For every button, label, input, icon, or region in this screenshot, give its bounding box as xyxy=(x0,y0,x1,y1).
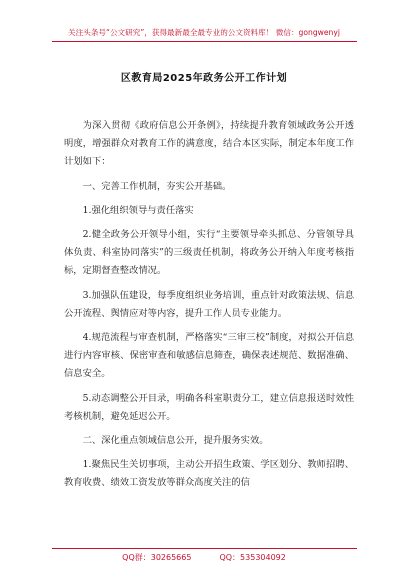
footer-contacts xyxy=(0,552,408,563)
header-promo: 关注头条号“公文研究”，获得最新最全最专业的公文资料库！ 微信：gongwenyj xyxy=(68,28,340,37)
list-item-1-3: 3.加强队伍建设，每季度组织业务培训，重点针对政策法规、信息公开流程、舆情应对等内容，提升工作人员专业能力。 xyxy=(64,289,354,319)
list-item-1-4: 4.规范流程与审查机制，严格落实“三审三校”制度，对拟公开信息进行内容审核、保密审查和敏感信息筛查，确保表述规范、数据准确、信息安全。 xyxy=(64,332,354,380)
list-item-1-5: 5.动态调整公开目录，明确各科室职责分工，建立信息报送时效性考核机制，避免延迟公开。 xyxy=(64,392,354,422)
list-item-1-2: 2.健全政务公开领导小组，实行“主要领导牵头抓总、分管领导具体负责、科室协同落实”的三级责任机制，将政务公开纳入年度考核指标，定期督查整改情况。 xyxy=(64,229,354,277)
qq-number-text: QQ：535304092 xyxy=(219,553,286,562)
header-divider xyxy=(52,41,357,42)
footer-divider xyxy=(52,548,357,549)
list-item-1-1: 1.强化组织领导与责任落实 xyxy=(82,204,194,216)
document-body xyxy=(64,117,354,499)
qq-group-text: QQ群：30265665 xyxy=(122,553,192,562)
list-item-2-1: 1.聚焦民生关切事项，主动公开招生政策、学区划分、教师招聘、教育收费、绩效工资发放等群众高度关注的信 xyxy=(64,459,354,489)
section-heading-1: 一、完善工作机制，夯实公开基础。 xyxy=(82,180,232,192)
intro-paragraph: 为深入贯彻《政府信息公开条例》，持续提升教育领域政务公开透明度，增强群众对教育工作的满意度，结合本区实际，制定本年度工作计划如下： xyxy=(64,120,354,168)
section-heading-2: 二、深化重点领域信息公开，提升服务实效。 xyxy=(82,435,269,447)
document-title: 区教育局2025年政务公开工作计划 xyxy=(120,73,288,84)
